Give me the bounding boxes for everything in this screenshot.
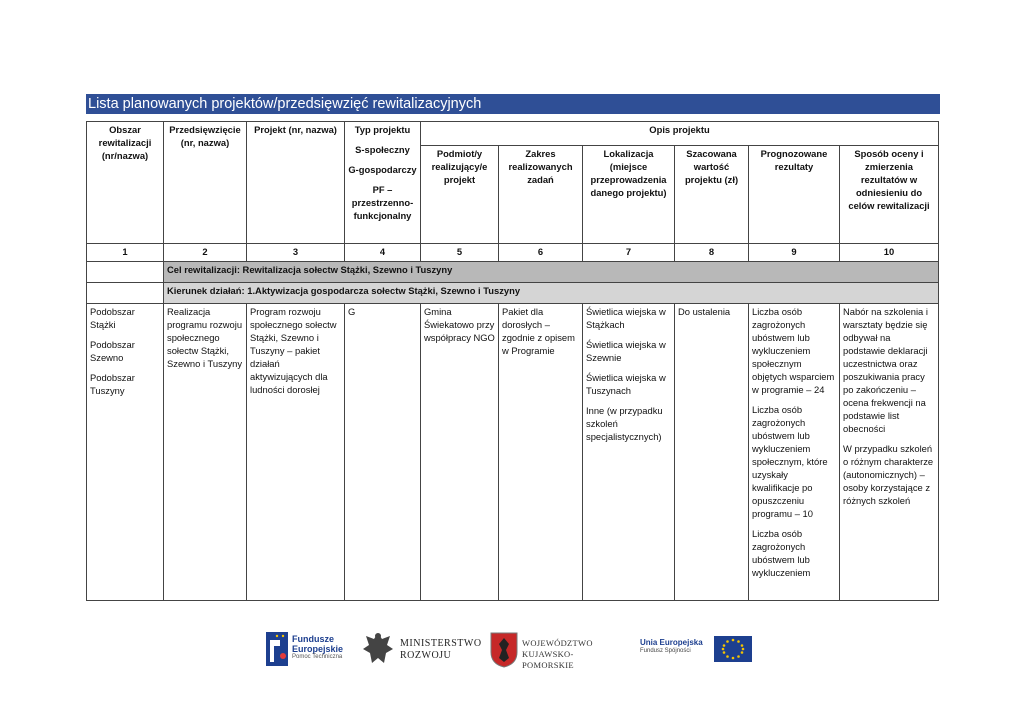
page-title: Lista planowanych projektów/przedsięwzięć rewitalizacyjnych	[86, 94, 940, 114]
ue-sub: Fundusz Spójności	[640, 648, 691, 654]
column-number: 3	[247, 244, 345, 262]
cel-rewitalizacji: Cel rewitalizacji: Rewitalizacja sołectw Stążki, Szewno i Tuszyny	[164, 262, 939, 283]
cell-lokalizacja	[583, 304, 675, 601]
column-number: 1	[87, 244, 164, 262]
column-number: 6	[499, 244, 583, 262]
lokalizacja-item: Inne (w przypadku szkoleń specjalistycznych)	[586, 405, 663, 442]
fe-sub: Pomoc Techniczna	[292, 654, 343, 660]
cell-obszar	[87, 304, 164, 601]
logo-unia-europejska	[640, 630, 756, 670]
column-number: 10	[840, 244, 939, 262]
header-typ-pf: PF – przestrzenno-funkcjonalny	[351, 184, 414, 221]
empty-cell	[87, 283, 164, 304]
coat-of-arms-icon	[490, 632, 518, 668]
min-line1: MINISTERSTWO	[400, 638, 482, 649]
eu-flag-icon	[714, 636, 752, 662]
header-typ	[345, 122, 421, 244]
obszar-item: Podobszar Tuszyny	[90, 372, 135, 396]
cell-przedsiewziecie: Realizacja programu rozwoju społecznego sołectw Stążki, Szewno i Tuszyny	[164, 304, 247, 601]
sposob-item: W przypadku szkoleń o różnym charakterze (autonomicznych) – osoby korzystające z różnych szkoleń	[843, 443, 934, 506]
rezultat-item: Liczba osób zagrożonych ubóstwem lub wykluczeniem społecznym objętych wsparciem w programie – 24	[752, 306, 835, 395]
fundusze-europejskie-icon	[266, 632, 288, 666]
header-sposob: Sposób oceny i zmierzenia rezultatów w odniesieniu do celów rewitalizacji	[840, 146, 939, 244]
eagle-emblem-icon	[362, 630, 394, 668]
woj-line2: KUJAWSKO-POMORSKIE	[522, 649, 574, 670]
header-typ-g: G-gospodarczy	[348, 164, 417, 175]
logo-fundusze-europejskie	[266, 630, 346, 670]
header-rezultaty: Prognozowane rezultaty	[749, 146, 840, 244]
projects-table	[86, 121, 939, 601]
kierunek-dzialan: Kierunek działań: 1.Aktywizacja gospodarcza sołectw Stążki, Szewno i Tuszyny	[164, 283, 939, 304]
header-projekt: Projekt (nr, nazwa)	[247, 122, 345, 244]
header-podmiot: Podmiot/y realizujący/e projekt	[421, 146, 499, 244]
header-opis: Opis projektu	[421, 122, 939, 146]
logo-wojewodztwo	[490, 630, 624, 670]
lokalizacja-item: Świetlica wiejska w Tuszynach	[586, 372, 666, 396]
column-number: 9	[749, 244, 840, 262]
obszar-item: Podobszar Szewno	[90, 339, 135, 363]
column-numbers-row	[87, 244, 939, 262]
ue-line1: Unia Europejska	[640, 638, 703, 647]
column-number: 7	[583, 244, 675, 262]
header-typ-title: Typ projektu	[354, 124, 411, 135]
rezultat-item: Liczba osób zagrożonych ubóstwem lub wykluczeniem	[752, 528, 811, 578]
header-przedsiewziecie: Przedsięwzięcie (nr, nazwa)	[164, 122, 247, 244]
woj-line1: WOJEWÓDZTWO	[522, 638, 593, 648]
column-number: 4	[345, 244, 421, 262]
fe-line1: Fundusze	[292, 634, 334, 644]
column-number: 8	[675, 244, 749, 262]
cell-zakres: Pakiet dla dorosłych – zgodnie z opisem w Programie	[499, 304, 583, 601]
header-wartosc: Szacowana wartość projektu (zł)	[675, 146, 749, 244]
footer-logos	[266, 630, 756, 670]
rezultat-item: Liczba osób zagrożonych ubóstwem lub wykluczeniem społecznym, które uzyskały kwalifikacje po opuszczeniu programu – 10	[752, 404, 828, 519]
cell-wartosc: Do ustalenia	[675, 304, 749, 601]
table-row	[87, 304, 939, 601]
min-line2: ROZWOJU	[400, 650, 452, 661]
cell-typ: G	[345, 304, 421, 601]
sposob-item: Nabór na szkolenia i warsztaty będzie się odbywał na podstawie deklaracji uczestnictwa oraz poszukiwania pracy po zakończeniu – ocena frekwencji na podstawie list obecności	[843, 306, 928, 434]
lokalizacja-item: Świetlica wiejska w Stążkach	[586, 306, 666, 330]
lokalizacja-item: Świetlica wiejska w Szewnie	[586, 339, 666, 363]
header-obszar: Obszar rewitalizacji (nr/nazwa)	[87, 122, 164, 244]
fe-line2: Europejskie	[292, 644, 344, 654]
header-typ-s: S-społeczny	[355, 144, 410, 155]
header-lokalizacja: Lokalizacja (miejsce przeprowadzenia danego projektu)	[583, 146, 675, 244]
cell-projekt: Program rozwoju społecznego sołectw Stążki, Szewno i Tuszyny – pakiet działań aktywizujących dla ludności dorosłej	[247, 304, 345, 601]
empty-cell	[87, 262, 164, 283]
cell-sposob	[840, 304, 939, 601]
logo-ministerstwo-rozwoju	[362, 630, 482, 670]
header-zakres: Zakres realizowanych zadań	[499, 146, 583, 244]
column-number: 2	[164, 244, 247, 262]
column-number: 5	[421, 244, 499, 262]
cell-podmiot: Gmina Świekatowo przy współpracy NGO	[421, 304, 499, 601]
obszar-item: Podobszar Stążki	[90, 306, 135, 330]
cell-rezultaty	[749, 304, 840, 601]
